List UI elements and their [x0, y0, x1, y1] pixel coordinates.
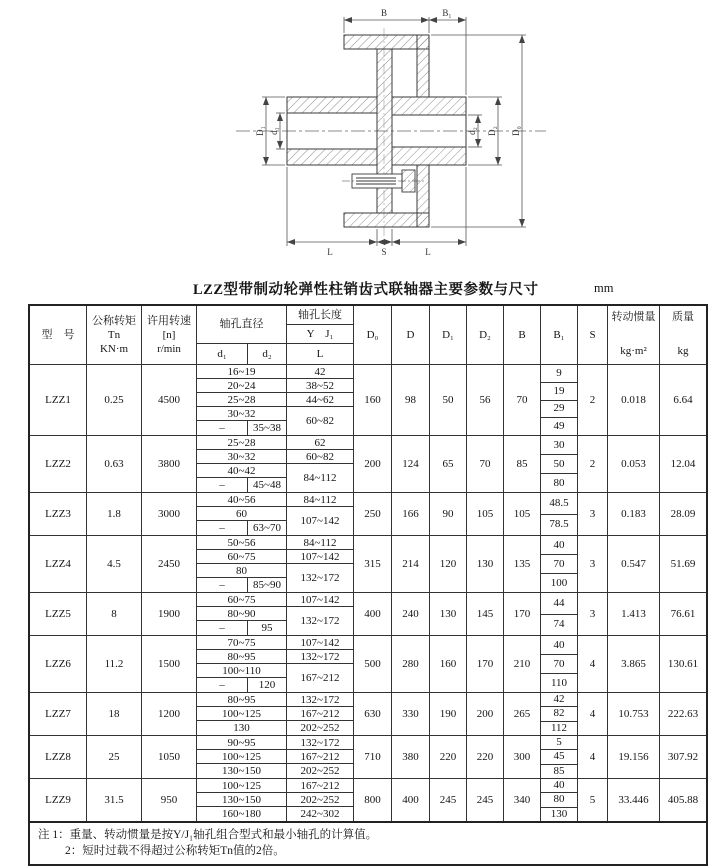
mass-cell: 6.64: [673, 393, 693, 406]
D-cell: 166: [392, 493, 430, 535]
bore-grid: [197, 493, 354, 535]
D-cell: 214: [392, 536, 430, 592]
dim-label-D0: D₀: [511, 126, 521, 136]
nominal-torque-cell: 4.5: [87, 536, 142, 592]
header-inertia: [608, 306, 660, 364]
bore-length-cell: 107~142: [287, 550, 353, 564]
header-S: S: [578, 306, 608, 364]
D0-cell: 160: [354, 365, 392, 435]
S-cell: 3: [578, 536, 608, 592]
allowable-speed-cell: 3000: [142, 493, 197, 535]
allowable-speed-cell: 1050: [142, 736, 197, 778]
D1-cell: 120: [430, 536, 467, 592]
model-cell: LZZ6: [30, 636, 87, 692]
header-Y-J1: Y J₁: [287, 325, 353, 344]
B1-value: 29: [541, 401, 577, 419]
model-row-LZZ4: [30, 536, 706, 593]
D0-cell: 400: [354, 593, 392, 635]
inertia-cell: 3.865: [608, 636, 660, 692]
bore-grid: [197, 779, 354, 821]
header-bore-group: [197, 306, 354, 364]
header-allowable-speed: [142, 306, 197, 364]
model-cell: LZZ2: [30, 436, 87, 492]
bore-grid: [197, 693, 354, 735]
bore-range-cell: 160~180: [197, 807, 287, 821]
bore-range-cell: 40~56: [197, 493, 287, 507]
table-header: [30, 306, 706, 365]
D2-cell: 130: [467, 536, 504, 592]
nominal-torque-cell: 18: [87, 693, 142, 735]
D0-cell: 315: [354, 536, 392, 592]
B1-value: 85: [553, 764, 565, 777]
model-cell: LZZ9: [30, 779, 87, 821]
S-cell: 3: [578, 593, 608, 635]
D2-cell: 105: [467, 493, 504, 535]
B1-value: 42: [541, 693, 577, 707]
B1-value: 40: [541, 779, 577, 793]
bore-length-cell: 84~112: [287, 493, 353, 507]
mass-cell: 307.92: [667, 750, 699, 763]
header-torque-cn: 公称转矩: [92, 315, 136, 327]
inertia-cell: 0.547: [608, 536, 660, 592]
B1-value: 19: [541, 383, 577, 401]
header-mass-cn: 质量: [672, 311, 694, 323]
note-1: 注 1：重量、转动惯量是按Y/J₁轴孔组合型式和最小轴孔的计算值。: [38, 829, 378, 841]
bore-length-cell: 107~142: [287, 636, 353, 650]
D0-cell: 710: [354, 736, 392, 778]
bore-length-cell: 167~212: [287, 750, 353, 764]
bore-range-cell: 50~56: [197, 536, 287, 550]
D0-cell: 200: [354, 436, 392, 492]
bore-length-cell: 202~252: [300, 765, 340, 777]
bore-range-cell: 80~90: [197, 607, 287, 621]
B1-value: 112: [550, 721, 568, 734]
bore-length-cell: 132~172: [300, 615, 340, 627]
D-cell: 124: [392, 436, 430, 492]
B-cell: 105: [504, 493, 541, 535]
bore-range-cell: 100~110: [197, 664, 287, 678]
D-cell: 98: [392, 365, 430, 435]
model-cell: LZZ8: [30, 736, 87, 778]
header-D1: D₁: [430, 306, 467, 364]
bore-length-cell: 60~82: [306, 415, 334, 427]
parameters-table: [28, 304, 708, 823]
S-cell: 3: [578, 493, 608, 535]
title-bar: [0, 272, 726, 304]
bore-range-cell: 20~24: [197, 379, 287, 393]
B1-value: 100: [550, 576, 568, 589]
header-bore-diameter-block: [197, 306, 287, 364]
bore-range-cell: 40~42: [197, 464, 287, 478]
header-D: D: [392, 306, 430, 364]
bore-length-cell: 202~252: [287, 793, 353, 807]
D1-cell: 160: [430, 636, 467, 692]
bore-d1-cell: –: [197, 478, 248, 492]
header-d1: d₁: [197, 344, 248, 364]
bore-range-cell: 60: [197, 507, 287, 521]
B1-value: 70: [541, 655, 577, 674]
allowable-speed-cell: 950: [142, 779, 197, 821]
dim-label-L-right: L: [425, 247, 431, 257]
coupling-drawing-svg: [224, 4, 569, 272]
mass-cell: 405.88: [667, 793, 699, 806]
B1-stack: [541, 636, 578, 692]
model-cell: LZZ7: [30, 693, 87, 735]
model-row-LZZ6: [30, 636, 706, 693]
header-bore-length: 轴孔长度: [287, 306, 353, 325]
B1-value: 5: [541, 736, 577, 750]
D2-cell: 245: [467, 779, 504, 821]
bore-d1-cell: –: [197, 578, 248, 592]
B1-value: 9: [541, 365, 577, 383]
bore-grid: [197, 736, 354, 778]
nominal-torque-cell: 1.8: [87, 493, 142, 535]
dim-label-d2: d₂: [467, 127, 477, 135]
dim-label-S: S: [381, 247, 387, 257]
bore-range-cell: 90~95: [197, 736, 287, 750]
D1-cell: 90: [430, 493, 467, 535]
D1-cell: 220: [430, 736, 467, 778]
bore-length-cell: 107~142: [287, 593, 353, 607]
bore-range-cell: 60~75: [197, 550, 287, 564]
D2-cell: 200: [467, 693, 504, 735]
dim-label-d1: d₁: [269, 127, 279, 135]
bore-length-cell: 84~112: [303, 472, 337, 484]
allowable-speed-cell: 1200: [142, 693, 197, 735]
mass-cell: 28.09: [670, 507, 696, 520]
header-speed-unit: r/min: [157, 343, 181, 355]
header-d2: d₂: [262, 347, 272, 360]
dim-label-D2: D₂: [487, 126, 497, 136]
B1-value: 44: [541, 593, 577, 615]
model-row-LZZ2: [30, 436, 706, 493]
nominal-torque-cell: 0.25: [87, 365, 142, 435]
B1-stack: [541, 779, 578, 821]
B-cell: 135: [504, 536, 541, 592]
B1-stack: [541, 365, 578, 435]
D-cell: 280: [392, 636, 430, 692]
bore-length-cell: 167~212: [287, 779, 353, 793]
model-cell: LZZ3: [30, 493, 87, 535]
inertia-cell: 0.018: [608, 365, 660, 435]
B-cell: 300: [504, 736, 541, 778]
bore-d2-cell: 120: [248, 678, 287, 692]
B-cell: 85: [504, 436, 541, 492]
table-body: [30, 365, 706, 821]
bore-range-cell: 100~125: [197, 750, 287, 764]
allowable-speed-cell: 1900: [142, 593, 197, 635]
header-D2: D₂: [467, 306, 504, 364]
D2-cell: 220: [467, 736, 504, 778]
bore-length-cell: 84~112: [287, 536, 353, 550]
S-cell: 4: [578, 693, 608, 735]
header-d1-d2-row: [197, 344, 286, 364]
dim-label-L-left: L: [327, 247, 333, 257]
note-2: 2：短时过载不得超过公称转矩Tn值的2倍。: [65, 845, 285, 857]
B1-value: 78.5: [549, 518, 569, 531]
bore-grid: [197, 365, 354, 435]
B1-stack: [541, 436, 578, 492]
model-cell: LZZ5: [30, 593, 87, 635]
B1-value: 80: [541, 793, 577, 807]
bore-length-cell: 202~252: [300, 722, 340, 734]
bore-length-cell: 60~82: [287, 450, 353, 464]
B1-stack: [541, 593, 578, 635]
bore-d1-cell: –: [197, 521, 248, 535]
dim-label-B1: B₁: [442, 8, 452, 18]
B1-stack: [541, 493, 578, 535]
bore-d2-cell: 85~90: [248, 578, 287, 592]
bore-length-cell: 42: [287, 365, 353, 379]
D1-cell: 190: [430, 693, 467, 735]
bore-length-cell: 107~142: [300, 515, 340, 527]
header-speed-cn: 许用转速: [147, 315, 191, 327]
D0-cell: 800: [354, 779, 392, 821]
allowable-speed-cell: 2450: [142, 536, 197, 592]
bore-range-cell: 25~28: [197, 393, 287, 407]
dim-label-B: B: [380, 8, 388, 18]
bore-length-cell: 38~52: [287, 379, 353, 393]
B1-stack: [541, 536, 578, 592]
bore-length-cell: 44~62: [287, 393, 353, 407]
bore-range-cell: 60~75: [197, 593, 287, 607]
inertia-cell: 10.753: [608, 693, 660, 735]
B1-value: 45: [541, 750, 577, 764]
header-torque-symbol: Tn: [107, 329, 121, 341]
B-cell: 70: [504, 365, 541, 435]
B1-value: 49: [553, 420, 565, 433]
bore-range-cell: 80: [197, 564, 287, 578]
coupling-section-drawing: [0, 0, 726, 272]
mass-cell: 130.61: [667, 657, 699, 670]
D1-cell: 50: [430, 365, 467, 435]
header-nominal-torque: [87, 306, 142, 364]
S-cell: 5: [578, 779, 608, 821]
B1-value: 82: [541, 707, 577, 721]
B1-value: 30: [541, 436, 577, 455]
D1-cell: 65: [430, 436, 467, 492]
S-cell: 4: [578, 636, 608, 692]
bore-length-cell: 62: [287, 436, 353, 450]
model-row-LZZ9: [30, 779, 706, 821]
bore-range-cell: 80~95: [197, 693, 287, 707]
bore-range-cell: 80~95: [197, 650, 287, 664]
S-cell: 2: [578, 436, 608, 492]
B1-value: 50: [541, 455, 577, 474]
bore-d2-cell: 95: [248, 621, 287, 635]
D2-cell: 56: [467, 365, 504, 435]
B-cell: 170: [504, 593, 541, 635]
bore-range-cell: 100~125: [197, 779, 287, 793]
model-row-LZZ8: [30, 736, 706, 779]
inertia-cell: 0.183: [608, 493, 660, 535]
B-cell: 210: [504, 636, 541, 692]
page-title: LZZ型带制动轮弹性柱销齿式联轴器主要参数与尺寸: [193, 282, 539, 298]
bore-grid: [197, 636, 354, 692]
model-row-LZZ7: [30, 693, 706, 736]
bore-range-cell: 130~150: [197, 793, 287, 807]
D-cell: 380: [392, 736, 430, 778]
B1-value: 48.5: [541, 493, 577, 515]
bore-grid: [197, 593, 354, 635]
S-cell: 2: [578, 365, 608, 435]
inertia-cell: 0.053: [608, 436, 660, 492]
bore-range-cell: 100~125: [197, 707, 287, 721]
D-cell: 240: [392, 593, 430, 635]
D0-cell: 630: [354, 693, 392, 735]
D1-cell: 245: [430, 779, 467, 821]
inertia-cell: 33.446: [608, 779, 660, 821]
header-speed-symbol: [n]: [162, 329, 176, 341]
D0-cell: 500: [354, 636, 392, 692]
B-cell: 265: [504, 693, 541, 735]
D2-cell: 170: [467, 636, 504, 692]
bore-length-cell: 132~172: [287, 650, 353, 664]
bore-grid: [197, 436, 354, 492]
bore-range-cell: 130~150: [197, 764, 287, 778]
bore-length-cell: 242~302: [300, 808, 340, 820]
nominal-torque-cell: 31.5: [87, 779, 142, 821]
model-cell: LZZ1: [30, 365, 87, 435]
bore-length-cell: 132~172: [287, 736, 353, 750]
bore-range-cell: 70~75: [197, 636, 287, 650]
bore-d2-cell: 35~38: [248, 421, 287, 435]
model-row-LZZ5: [30, 593, 706, 636]
header-torque-unit: KN·m: [99, 343, 129, 355]
bore-length-cell: 167~212: [287, 707, 353, 721]
allowable-speed-cell: 4500: [142, 365, 197, 435]
B1-value: 70: [541, 555, 577, 574]
D-cell: 330: [392, 693, 430, 735]
allowable-speed-cell: 1500: [142, 636, 197, 692]
B1-value: 40: [541, 536, 577, 555]
D-cell: 400: [392, 779, 430, 821]
nominal-torque-cell: 25: [87, 736, 142, 778]
mass-cell: 51.69: [670, 557, 696, 570]
B1-value: 130: [550, 807, 568, 820]
bore-range-cell: 25~28: [197, 436, 287, 450]
model-row-LZZ3: [30, 493, 706, 536]
inertia-cell: 1.413: [608, 593, 660, 635]
bore-d2-cell: 63~70: [248, 521, 287, 535]
B1-stack: [541, 736, 578, 778]
B1-value: 80: [553, 476, 565, 489]
D0-cell: 250: [354, 493, 392, 535]
bore-length-cell: 132~172: [287, 693, 353, 707]
B-cell: 340: [504, 779, 541, 821]
header-inertia-cn: 转动惯量: [611, 311, 656, 323]
header-model: 型 号: [30, 306, 87, 364]
bore-d2-cell: 45~48: [248, 478, 287, 492]
nominal-torque-cell: 11.2: [87, 636, 142, 692]
unit-label: mm: [594, 281, 614, 295]
B1-value: 40: [541, 636, 577, 655]
bore-length-cell: 167~212: [300, 672, 340, 684]
model-row-LZZ1: [30, 365, 706, 436]
bore-d1-cell: –: [197, 621, 248, 635]
B1-stack: [541, 693, 578, 735]
bore-range-cell: 30~32: [197, 450, 287, 464]
header-inertia-unit: kg·m²: [620, 345, 647, 357]
bore-range-cell: 30~32: [197, 407, 287, 421]
bore-range-cell: 130: [197, 721, 287, 735]
allowable-speed-cell: 3800: [142, 436, 197, 492]
nominal-torque-cell: 0.63: [87, 436, 142, 492]
bore-range-cell: 16~19: [197, 365, 287, 379]
bore-grid: [197, 536, 354, 592]
mass-cell: 12.04: [670, 457, 696, 470]
bore-d1-cell: –: [197, 421, 248, 435]
bore-length-cell: 132~172: [300, 572, 340, 584]
bore-d1-cell: –: [197, 678, 248, 692]
D1-cell: 130: [430, 593, 467, 635]
mass-cell: 76.61: [670, 607, 696, 620]
D2-cell: 70: [467, 436, 504, 492]
B1-value: 110: [550, 676, 568, 689]
mass-cell: 222.63: [667, 707, 699, 720]
inertia-cell: 19.156: [608, 736, 660, 778]
header-bore-length-block: [287, 306, 353, 364]
header-B1: B₁: [541, 306, 578, 364]
S-cell: 4: [578, 736, 608, 778]
dimension-B-B1: [344, 17, 466, 95]
model-cell: LZZ4: [30, 536, 87, 592]
header-B: B: [504, 306, 541, 364]
B1-value: 74: [553, 618, 565, 631]
dim-label-D1: D₁: [255, 126, 265, 136]
header-bore-diameter: 轴孔直径: [197, 306, 286, 344]
header-mass: [660, 306, 706, 364]
D2-cell: 145: [467, 593, 504, 635]
notes-box: [28, 823, 708, 866]
header-L: L: [316, 347, 324, 360]
header-D0: D₀: [354, 306, 392, 364]
header-mass-unit: kg: [677, 345, 689, 357]
nominal-torque-cell: 8: [87, 593, 142, 635]
